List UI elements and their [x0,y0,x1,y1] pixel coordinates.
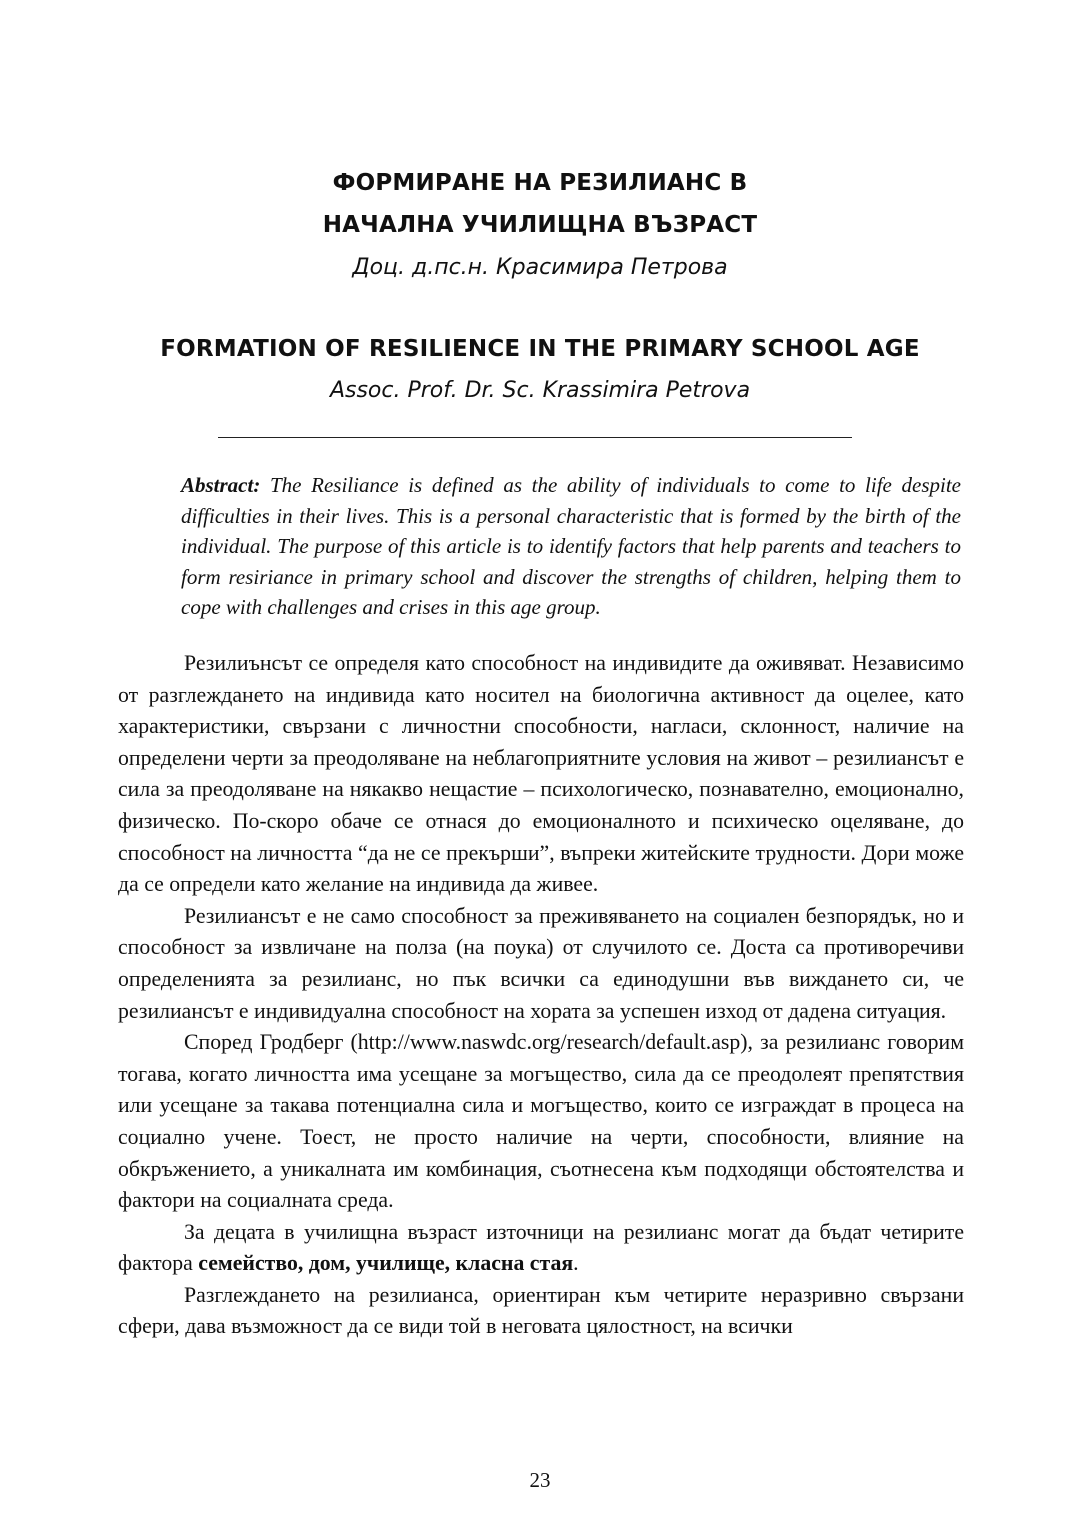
paragraph-2: Резилиансът е не само способност за преживяването на социален безпорядък, но и способност за извличане на полза (на поука) от случилото се. Доста са противоречиви определенията за резилианс, но пък всички са единодушни във виждането си, че резилиансът е индивидуална способност на хората за успешен изход от дадена ситуация. [118,903,964,1023]
paragraph-4-bold: семейство, дом, училище, класна стая [198,1251,574,1276]
paragraph-3: Според Гродберг (http://www.naswdc.org/research/default.asp), за резилианс говорим тогава, когато личността има усещане за могъщество, сила да се преодолеят препятствия или усещане за такава потенциална сила и могъщество, които се изграждат в процеса на социално учене. Тоест, не просто наличие на черти, способности, влияние на обкръжението, а уникалната им комбинация, съотнесена към подходящи обстоятелства и фактори на социалната среда. [118,1030,964,1213]
paragraph-4 [118,1217,964,1280]
bulgarian-author: Доц. д.пс.н. Красимира Петрова [352,255,728,280]
abstract-label: Abstract: [181,473,261,497]
abstract-text: The Resiliance is defined as the ability of individuals to come to life despite difficulties in their lives. This is a personal characteristic that is formed by the birth of the individual. The purpose of this article is to identify factors that help parents and teachers to form resiriance in primary school and discover the strengths of children, helping them to cope with challenges and crises in this age group. [181,473,962,619]
paragraph-4-start: За децата в училищна възраст източници на резилианс могат да бъдат четирите фактора [118,1219,964,1276]
body-text [118,648,964,1343]
bulgarian-title-line-2: НАЧАЛНА УЧИЛИЩНА ВЪЗРАСТ [322,212,758,238]
paragraph-4-end: . [573,1251,579,1276]
page-number: 23 [529,1468,551,1492]
bulgarian-title-line-1: ФОРМИРАНЕ НА РЕЗИЛИАНС В [332,170,748,196]
english-author: Assoc. Prof. Dr. Sc. Krassimira Petrova [329,378,751,403]
paragraph-5: Разглеждането на резилианса, ориентиран към четирите неразривно свързани сфери, дава възможност да се види той в неговата цялостност, на всички [118,1282,964,1339]
abstract [181,470,961,623]
paragraph-1: Резилиънсът се определя като способност на индивидите да оживяват. Независимо от разглеждането на индивида като носител на биологична активност да оцелее, като характеристики, свързани с личностни способности, нагласи, склонност, наличие на определени черти за преодоляване на неблагоприятните условия на живот – резилиансът е сила за преодоляване на някакво нещастие – психологическо, познавателно, емоционално, физическо. По-скоро обаче се отнася до емоционалното и психическо оцеляване, до способност на личността “да не се прекърши”, въпреки житейските трудности. Дори може да се определи като желание на индивида да живее. [118,651,964,897]
separator-rule [218,437,852,438]
english-title: FORMATION OF RESILIENCE IN THE PRIMARY SCHOOL AGE [160,336,920,362]
